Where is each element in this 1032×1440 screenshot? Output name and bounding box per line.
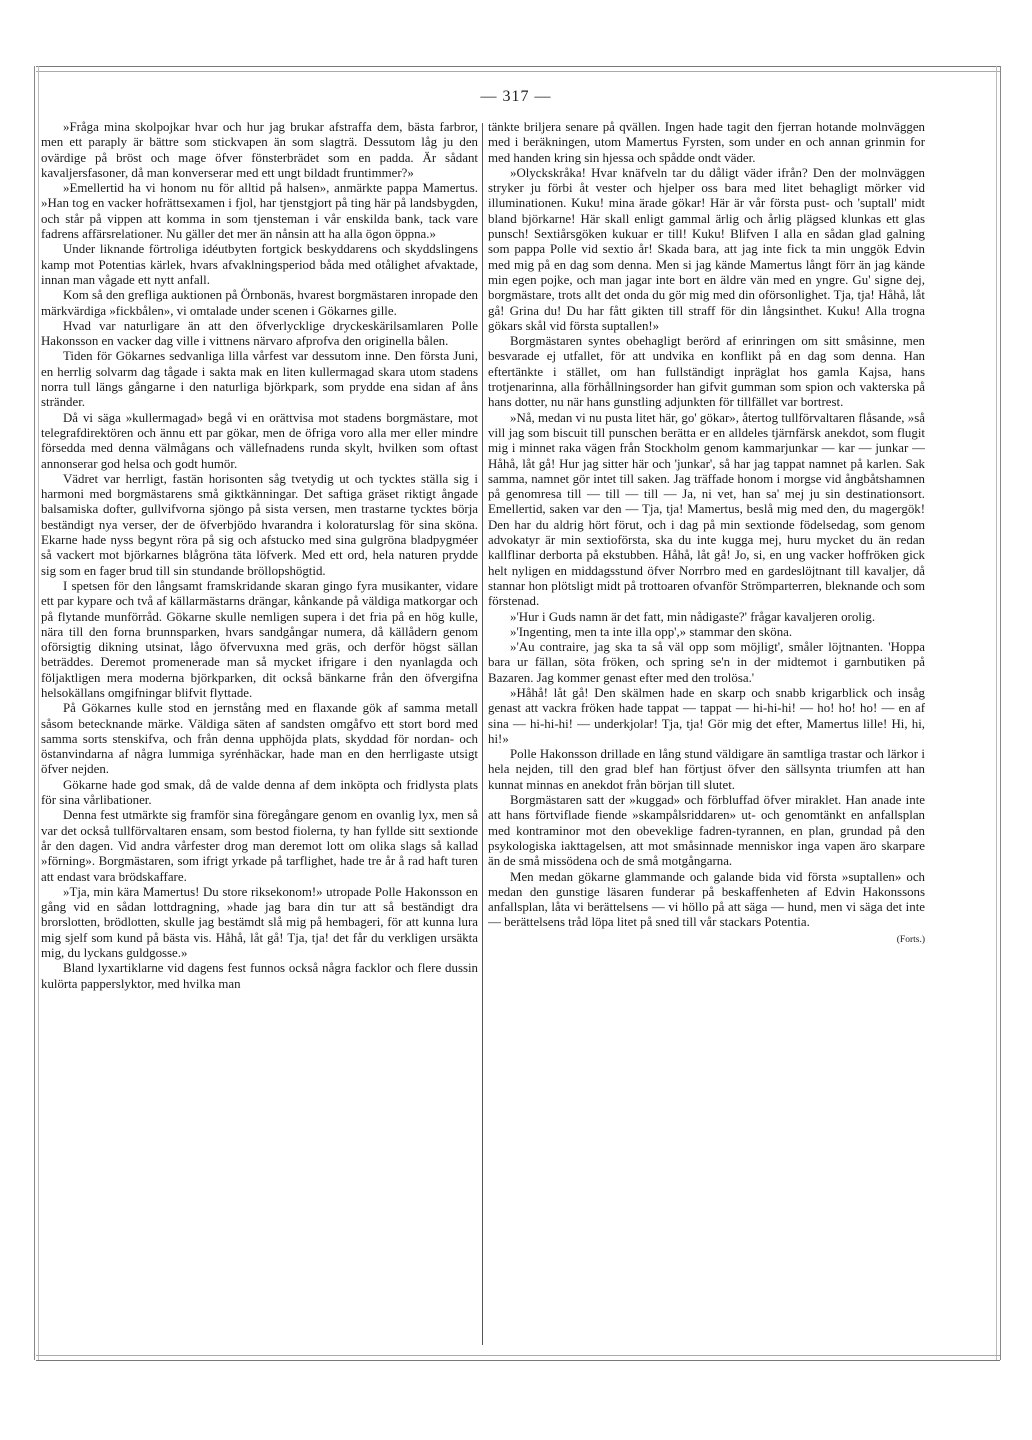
paragraph: Under liknande förtroliga idéutbyten fortgick beskyddarens och skyddslingens kamp mot Potentias kärlek, hvars afvaklningsperiod båda med otålighet afvaktade, innan man vågade ett nytt anfall. [41,242,478,287]
paragraph: I spetsen för den långsamt framskridande skaran gingo fyra musikanter, vidare ett par kypare och två af källarmästarns drängar, kånkande på väldiga matkorgar och på flytande munförråd. Gökarne skulle nemligen supera i det fria på en hög kulle, nära till den forna brunnsparken, hvars sandgångar numera, då källådern genom oförsigtig dikning utsinat, lågo öfvervuxna med gräs, och derför högst sällan beträddes. Deremot promenerade man så mycket ifrigare i den nyanlagda och följaktligen mera moderna björkparken, dit också bänkarne från den öfvergifna helsokällans omgifningar blifvit flyttade. [41,578,478,700]
paragraph: Gökarne hade god smak, då de valde denna af dem inköpta och fridlysta plats för sina vårlibationer. [41,777,478,808]
paragraph: Bland lyxartiklarne vid dagens fest funnos också några facklor och flere dussin kulörta papperslyktor, med hvilka man [41,961,478,991]
paragraph: På Gökarnes kulle stod en jernstång med en flaxande gök af samma metall såsom betecknande märke. Väldiga säten af sandsten omgåfvo ett stort bord med samma sorts stenskifva, och från denna upphöjda plats, skyddad för nordan- och östanvindarna af några lummiga syrénhäckar, hade man en den herrligaste utsigt öfver nejden. [41,701,478,777]
column-divider [482,123,483,1345]
paragraph: Polle Hakonsson drillade en lång stund väldigare än samtliga trastar och lärkor i hela nejden, till den grad blef han förtjust öfver den sällsynta triumfen att han kunnat minnas en anekdot från början till slutet. [488,747,925,792]
top-border-rule [36,66,1000,72]
paragraph: »Olyckskråka! Hvar knäfveln tar du dåligt väder ifrån? Den der molnväggen stryker ju förbi åt vester och hjelper oss bara med litet behagligt mörker vid illuminationen. Kuku! mina ärade gökar! Här är vår första pust- och 'suptall' midt bland björkarne! Här skall enligt gammal ärlig och årlig plägsed klunkas ett glas punsch! Sextiårsgöken kukuar er till! Kuku! Blifven I alla en sådan glad galning som pappa Polle vid sextio år! Skada bara, att jag inte fick ta min unggök Edvin med mig på en dag som denna. Men si jag kände Mamertus långt förr än jag kände min egen pojke, och man jagar inte bort en äldre vän med en yngre. Gu' signe dej, borgmästare, trots allt det onda du gör mig med din oförsonlighet. Tja, tja! Håhå, låt gå! Grina du! Du har fått gikten till straff för din långsinthet. Kuku! Alla trogna gökars skål vid första suptallen!» [488,165,925,333]
paragraph: Borgmästaren syntes obehagligt berörd af erinringen om sitt småsinne, men besvarade ej utfallet, för att undvika en konflikt på en dag som denna. Han eftertänkte i stället, om han fullständigt inpräglat hos gamla Kajsa, hans trotjenarinna, alla förhållningsorder han gifvit gumman som spion och vakterska på hans dotter, nu när hans gunstling adjunkten för tillfället var bortrest. [488,334,925,410]
left-border-rule [34,66,39,1360]
paragraph: Kom så den grefliga auktionen på Örnbonäs, hvarest borgmästaren inropade den märkvärdiga »fickbålen», vi omtalade under scenen i Gökarnes gille. [41,288,478,318]
paragraph: »Håhå! låt gå! Den skälmen hade en skarp och snabb krigarblick och insåg genast att vackra fröken hade tappat — tappat — hi-hi-hi! — ho! ho! ho! — en af sina — hi-hi-hi! — underkjolar! Tja, tja! Gör mig det efter, Mamertus lille! Hi, hi, hi!» [488,685,925,746]
paragraph: Hvad var naturligare än att den öfverlycklige dryckeskärilsamlaren Polle Hakonsson en vacker dag ville i vittnens närvaro afprofva den originella bålen. [41,318,478,349]
paragraph: »Nå, medan vi nu pusta litet här, go' gökar», återtog tullförvaltaren flåsande, »så vill jag som biscuit till punschen berätta er en alldeles tjärnfärsk anekdot, som flugit mig i minnet raka vägen från Stockholm genom kammarjunkar — kar — junkar — Håhå, låt gå! Hur jag sitter här och 'junkar', så har jag tappat namnet på karlen. Sak samma, namnet gör intet till saken. Jag träffade honom i morgse vid ångbåtshamnen på genomresa till — till — till — Ja, ni vet, han sa' mej ju sin destinationsort. Emellertid, saken var den — Tja, tja! Mamertus, beslå mig med den, du magergök! Den har du aldrig hört förut, och i dag på min sextionde födelsedag, som genom advokatyr är min sextioförsta, ska du inte kugga mej, huru mycket du än redan kallflinar derborta på ekstubben. Håhå, låt gå! Jo, si, en ung vacker hoffröken gick helt nyligen en middagsstund öfver Norrbro med en gardeslöjtnant till kavaljer, då stannar hon plötsligt midt på trottoaren ofvanför Strömparterren, bleknande och som förstenad. [488,410,925,609]
paragraph: »Emellertid ha vi honom nu för alltid på halsen», anmärkte pappa Mamertus. »Han tog en vacker hofrättsexamen i fjol, har tjenstgjort på ting här på landsbygden, och står på vippen att komma in som tjensteman i vår enskilda bank, tack vare fadrens affärsrelationer. Nu gäller det mer än nånsin att ha alla ögon öppna.» [41,181,478,242]
paragraph: Vädret var herrligt, fastän horisonten såg tvetydig ut och tycktes ställa sig i harmoni med borgmästarens små giktkänningar. Det saftiga gräset riktigt ångade balsamiska dofter, gullvifvorna sjöngo på sista versen, men trastarne tycktes börja beständigt nya verser, der de öfverbjödo hvarandra i koloraturslag för sina sköna. Ekarne hade nyss begynt röra på sig och afstucko med sina gulgröna bladpygméer så vackert mot björkarnes blågröna täta löfverk. Med ett ord, hela naturen prydde sig som en fager brud till sin stundande bröllopshögtid. [41,471,478,578]
paragraph: »Tja, min kära Mamertus! Du store riksekonom!» utropade Polle Hakonsson en gång vid en sådan lottdragning, »hade jag bara din tur att så beständigt dra brorslotten, brödlotten, skulle jag bestämdt slå mig på hembageri, för att kunna lura mig sjelf som kund på bästa vis. Håhå, låt gå! Tja, tja! det får du verkligen ursäkta mig, du lyckans guldgosse.» [41,884,478,961]
paragraph: tänkte briljera senare på qvällen. Ingen hade tagit den fjerran hotande molnväggen med i beräkningen, utom Mamertus Fyrsten, som under en och annan grinmin for med handen kring sin hjessa och spådde ondt väder. [488,120,925,165]
paragraph: Denna fest utmärkte sig framför sina föregångare genom en ovanlig lyx, men så var det också tullförvaltaren ensam, som bestod fiolerna, ty han fyllde sitt sextionde år den dagen. Vid andra vårfester drog man deremot lott om olika slags så kallad »förning». Borgmästaren, som ifrigt yrkade på tarflighet, hade tre år å rad haft turen att endast vara brödskaffare. [41,808,478,884]
paragraph: »'Ingenting, men ta inte illa opp',» stammar den sköna. [510,624,793,639]
paragraph: Då vi säga »kullermagad» begå vi en orättvisa mot stadens borgmästare, mot telegrafdirektören och ännu ett par gökar, men de öfriga voro alla mer eller mindre försedda med denna välmågans och vällefnadens runda skylt, hvilken som oftast annonserar god helsa och godt humör. [41,410,478,471]
bottom-border-rule [36,1355,1000,1361]
page-number: — 317 — [480,88,552,105]
continued-label: (Forts.) [896,934,925,945]
paragraph: Men medan gökarne glammande och galande bida vid första »suptallen» och medan den gunstige läsaren funderar på beskaffenheten af Edvin Hakonssons anfallsplan, låta vi berättelsens — vi höllo på att säga — hund, men vi säga det inte — berättelsens tråd löpa litet på sned till vår stackars Potentia. [488,869,925,930]
right-column [488,120,925,1345]
left-column [41,120,478,1345]
paragraph: Borgmästaren satt der »kuggad» och förbluffad öfver miraklet. Han anade inte att hans förtviflade fiende »skampålsriddaren» ut- och genomtänkt en anfallsplan med kontraminor mot den obeveklige fadren-tyrannen, en plan, grundad på den psykologiska iakttagelsen, att mot småsinnade menniskor inga vapen äro skarpare än de små missödena och de små motgångarna. [488,793,925,869]
right-border-rule [996,66,1001,1360]
paragraph: »Fråga mina skolpojkar hvar och hur jag brukar afstraffa dem, bästa farbror, men ett paraply är bättre som stickvapen än som slagträ. Dessutom låg ju den ovärdige på bröst och mage öfver fönsterbrädet som en padda. Är sådant kavaljersfasoner, då man konverserar med ett ungt bildadt fruntimmer?» [41,120,478,180]
paragraph: »'Hur i Guds namn är det fatt, min nådigaste?' frågar kavaljeren orolig. [510,609,876,624]
paragraph: »'Au contraire, jag ska ta så väl opp som möjligt', småler löjtnanten. 'Hoppa bara ur fällan, söta fröken, och spring se'n in der midtemot i garnbutiken på Bazaren. Jag kommer genast efter med den trolösa.' [488,640,925,685]
paragraph: Tiden för Gökarnes sedvanliga lilla vårfest var dessutom inne. Den första Juni, en herrlig solvarm dag tågade i sakta mak en liten kullermagad skara utom stadens norra tull längs gångarne i den naturliga björkpark, som prydde ena sidan af åns stränder. [41,349,478,410]
